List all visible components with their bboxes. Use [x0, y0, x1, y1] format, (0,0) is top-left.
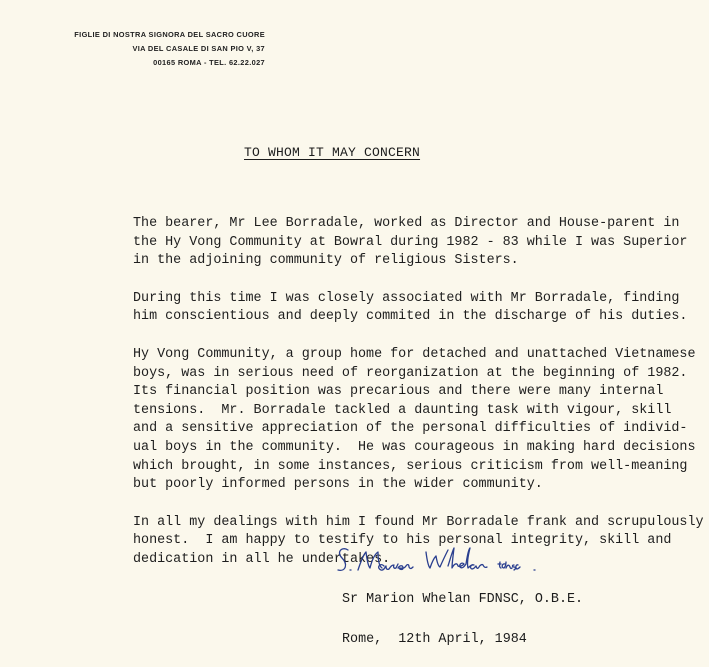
text-line: Its financial position was precarious and there were many internal	[133, 384, 664, 400]
text-line: dedication in all he undertakes.	[133, 551, 391, 567]
letter-body	[133, 215, 703, 589]
text-line: which brought, in some instances, serious criticism from well-meaning	[133, 458, 688, 474]
text-line: honest. I am happy to testify to his personal integrity, skill and	[133, 533, 672, 549]
text-line: but poorly informed persons in the wider community.	[133, 477, 543, 493]
text-line: ual boys in the community. He was courageous in making hard decisions	[133, 439, 696, 455]
paragraph-3	[133, 346, 703, 495]
text-line: in the adjoining community of religious Sisters.	[133, 253, 519, 269]
text-line: tensions. Mr. Borradale tackled a daunting task with vigour, skill	[133, 402, 672, 418]
paragraph-2	[133, 290, 703, 327]
text-line: him conscientious and deeply commited in the discharge of his duties.	[133, 309, 688, 325]
text-line: In all my dealings with him I found Mr Borradale frank and scrupulously	[133, 514, 704, 530]
text-line: Hy Vong Community, a group home for detached and unattached Vietnamese	[133, 346, 696, 362]
text-line: and a sensitive appreciation of the personal difficulties of individ-	[133, 421, 688, 437]
letterhead-city-phone: 00165 ROMA - TEL. 62.22.027	[153, 58, 265, 67]
paragraph-1	[133, 215, 703, 271]
text-line: During this time I was closely associated with Mr Borradale, finding	[133, 290, 680, 306]
text-line: boys, was in serious need of reorganization at the beginning of 1982.	[133, 365, 688, 381]
text-line: The bearer, Mr Lee Borradale, worked as Director and House-parent in	[133, 216, 680, 231]
place-and-date: Rome, 12th April, 1984	[342, 632, 527, 647]
handwritten-signature	[334, 540, 554, 586]
signatory-name: Sr Marion Whelan FDNSC, O.B.E.	[342, 592, 584, 607]
letter-heading: TO WHOM IT MAY CONCERN	[244, 145, 421, 160]
letterhead-address: VIA DEL CASALE DI SAN PIO V, 37	[132, 44, 265, 53]
letterhead-org-name: FIGLIE DI NOSTRA SIGNORA DEL SACRO CUORE	[74, 30, 265, 39]
letterhead	[0, 28, 265, 70]
text-line: the Hy Vong Community at Bowral during 1982 - 83 while I was Superior	[133, 234, 688, 250]
